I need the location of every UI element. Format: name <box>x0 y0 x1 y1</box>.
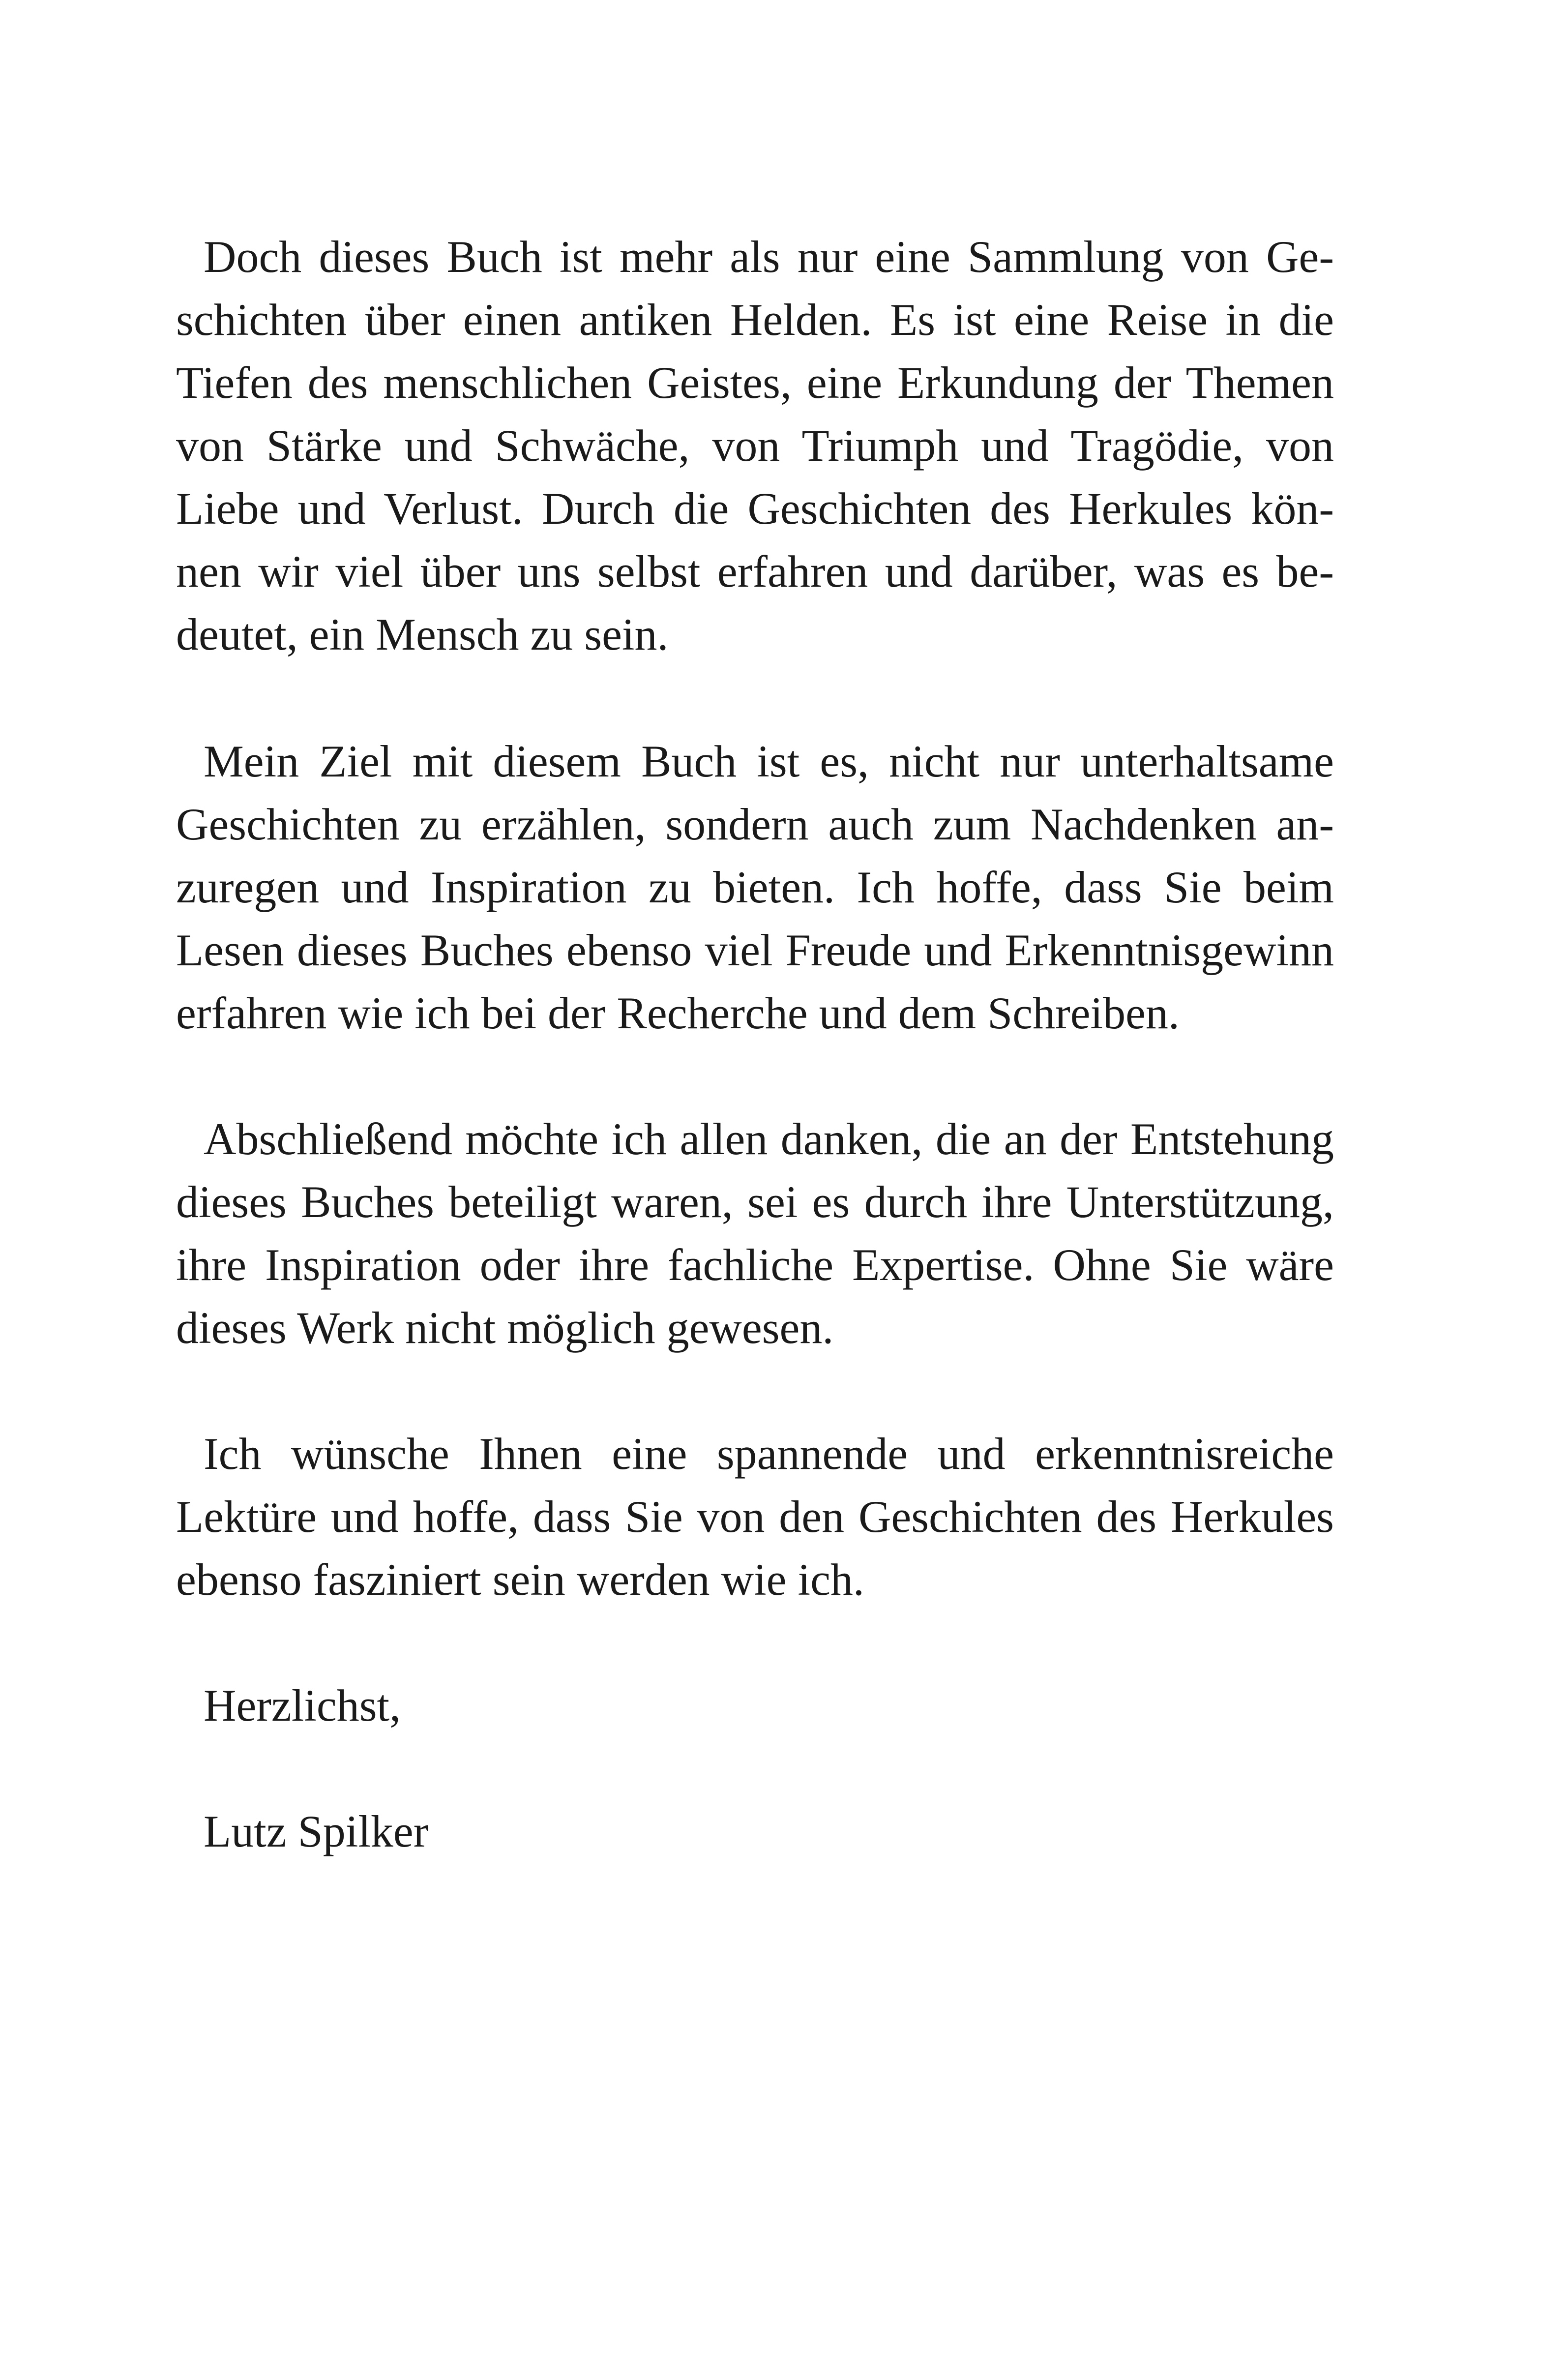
text-line: von Stärke und Schwäche, von Triumph und Tragödie, von <box>176 420 1334 471</box>
text-line: Abschließend möchte ich allen danken, die an der Entstehung <box>204 1114 1334 1164</box>
text-line: dieses Werk nicht möglich gewesen. <box>176 1303 834 1353</box>
text-line: deutet, ein Mensch zu sein. <box>176 609 669 659</box>
text-line: Tiefen des menschlichen Geistes, eine Erkundung der Themen <box>176 358 1334 408</box>
text-line: Liebe und Verlust. Durch die Geschichten des Herkules kön- <box>176 483 1334 534</box>
signature <box>176 1800 1334 1863</box>
text-line: zuregen und Inspiration zu bieten. Ich hoffe, dass Sie beim <box>176 862 1334 912</box>
text-line: erfahren wie ich bei der Recherche und dem Schreiben. <box>176 988 1180 1038</box>
text-line: Doch dieses Buch ist mehr als nur eine Sammlung von Ge- <box>204 232 1334 282</box>
text-line: schichten über einen antiken Helden. Es ist eine Reise in die <box>176 295 1334 345</box>
text-line: Geschichten zu erzählen, sondern auch zum Nachdenken an- <box>176 799 1334 849</box>
paragraph <box>176 730 1334 1045</box>
paragraph <box>176 1422 1334 1611</box>
closing <box>176 1674 1334 1737</box>
text-line: dieses Buches beteiligt waren, sei es durch ihre Unterstützung, <box>176 1177 1334 1227</box>
paragraph <box>176 225 1334 666</box>
text-line: ihre Inspiration oder ihre fachliche Expertise. Ohne Sie wäre <box>176 1240 1334 1290</box>
closing-text: Herzlichst, <box>204 1680 401 1731</box>
signature-text: Lutz Spilker <box>204 1806 429 1856</box>
text-line: Lesen dieses Buches ebenso viel Freude und Erkenntnisgewinn <box>176 925 1334 975</box>
text-line: Ich wünsche Ihnen eine spannende und erkenntnisreiche <box>204 1429 1334 1479</box>
paragraph <box>176 1107 1334 1359</box>
text-line: Mein Ziel mit diesem Buch ist es, nicht nur unterhaltsame <box>204 736 1334 786</box>
text-line: Lektüre und hoffe, dass Sie von den Geschichten des Herkules <box>176 1492 1334 1542</box>
text-line: nen wir viel über uns selbst erfahren und darüber, was es be- <box>176 546 1334 597</box>
text-line: ebenso fasziniert sein werden wie ich. <box>176 1554 864 1605</box>
